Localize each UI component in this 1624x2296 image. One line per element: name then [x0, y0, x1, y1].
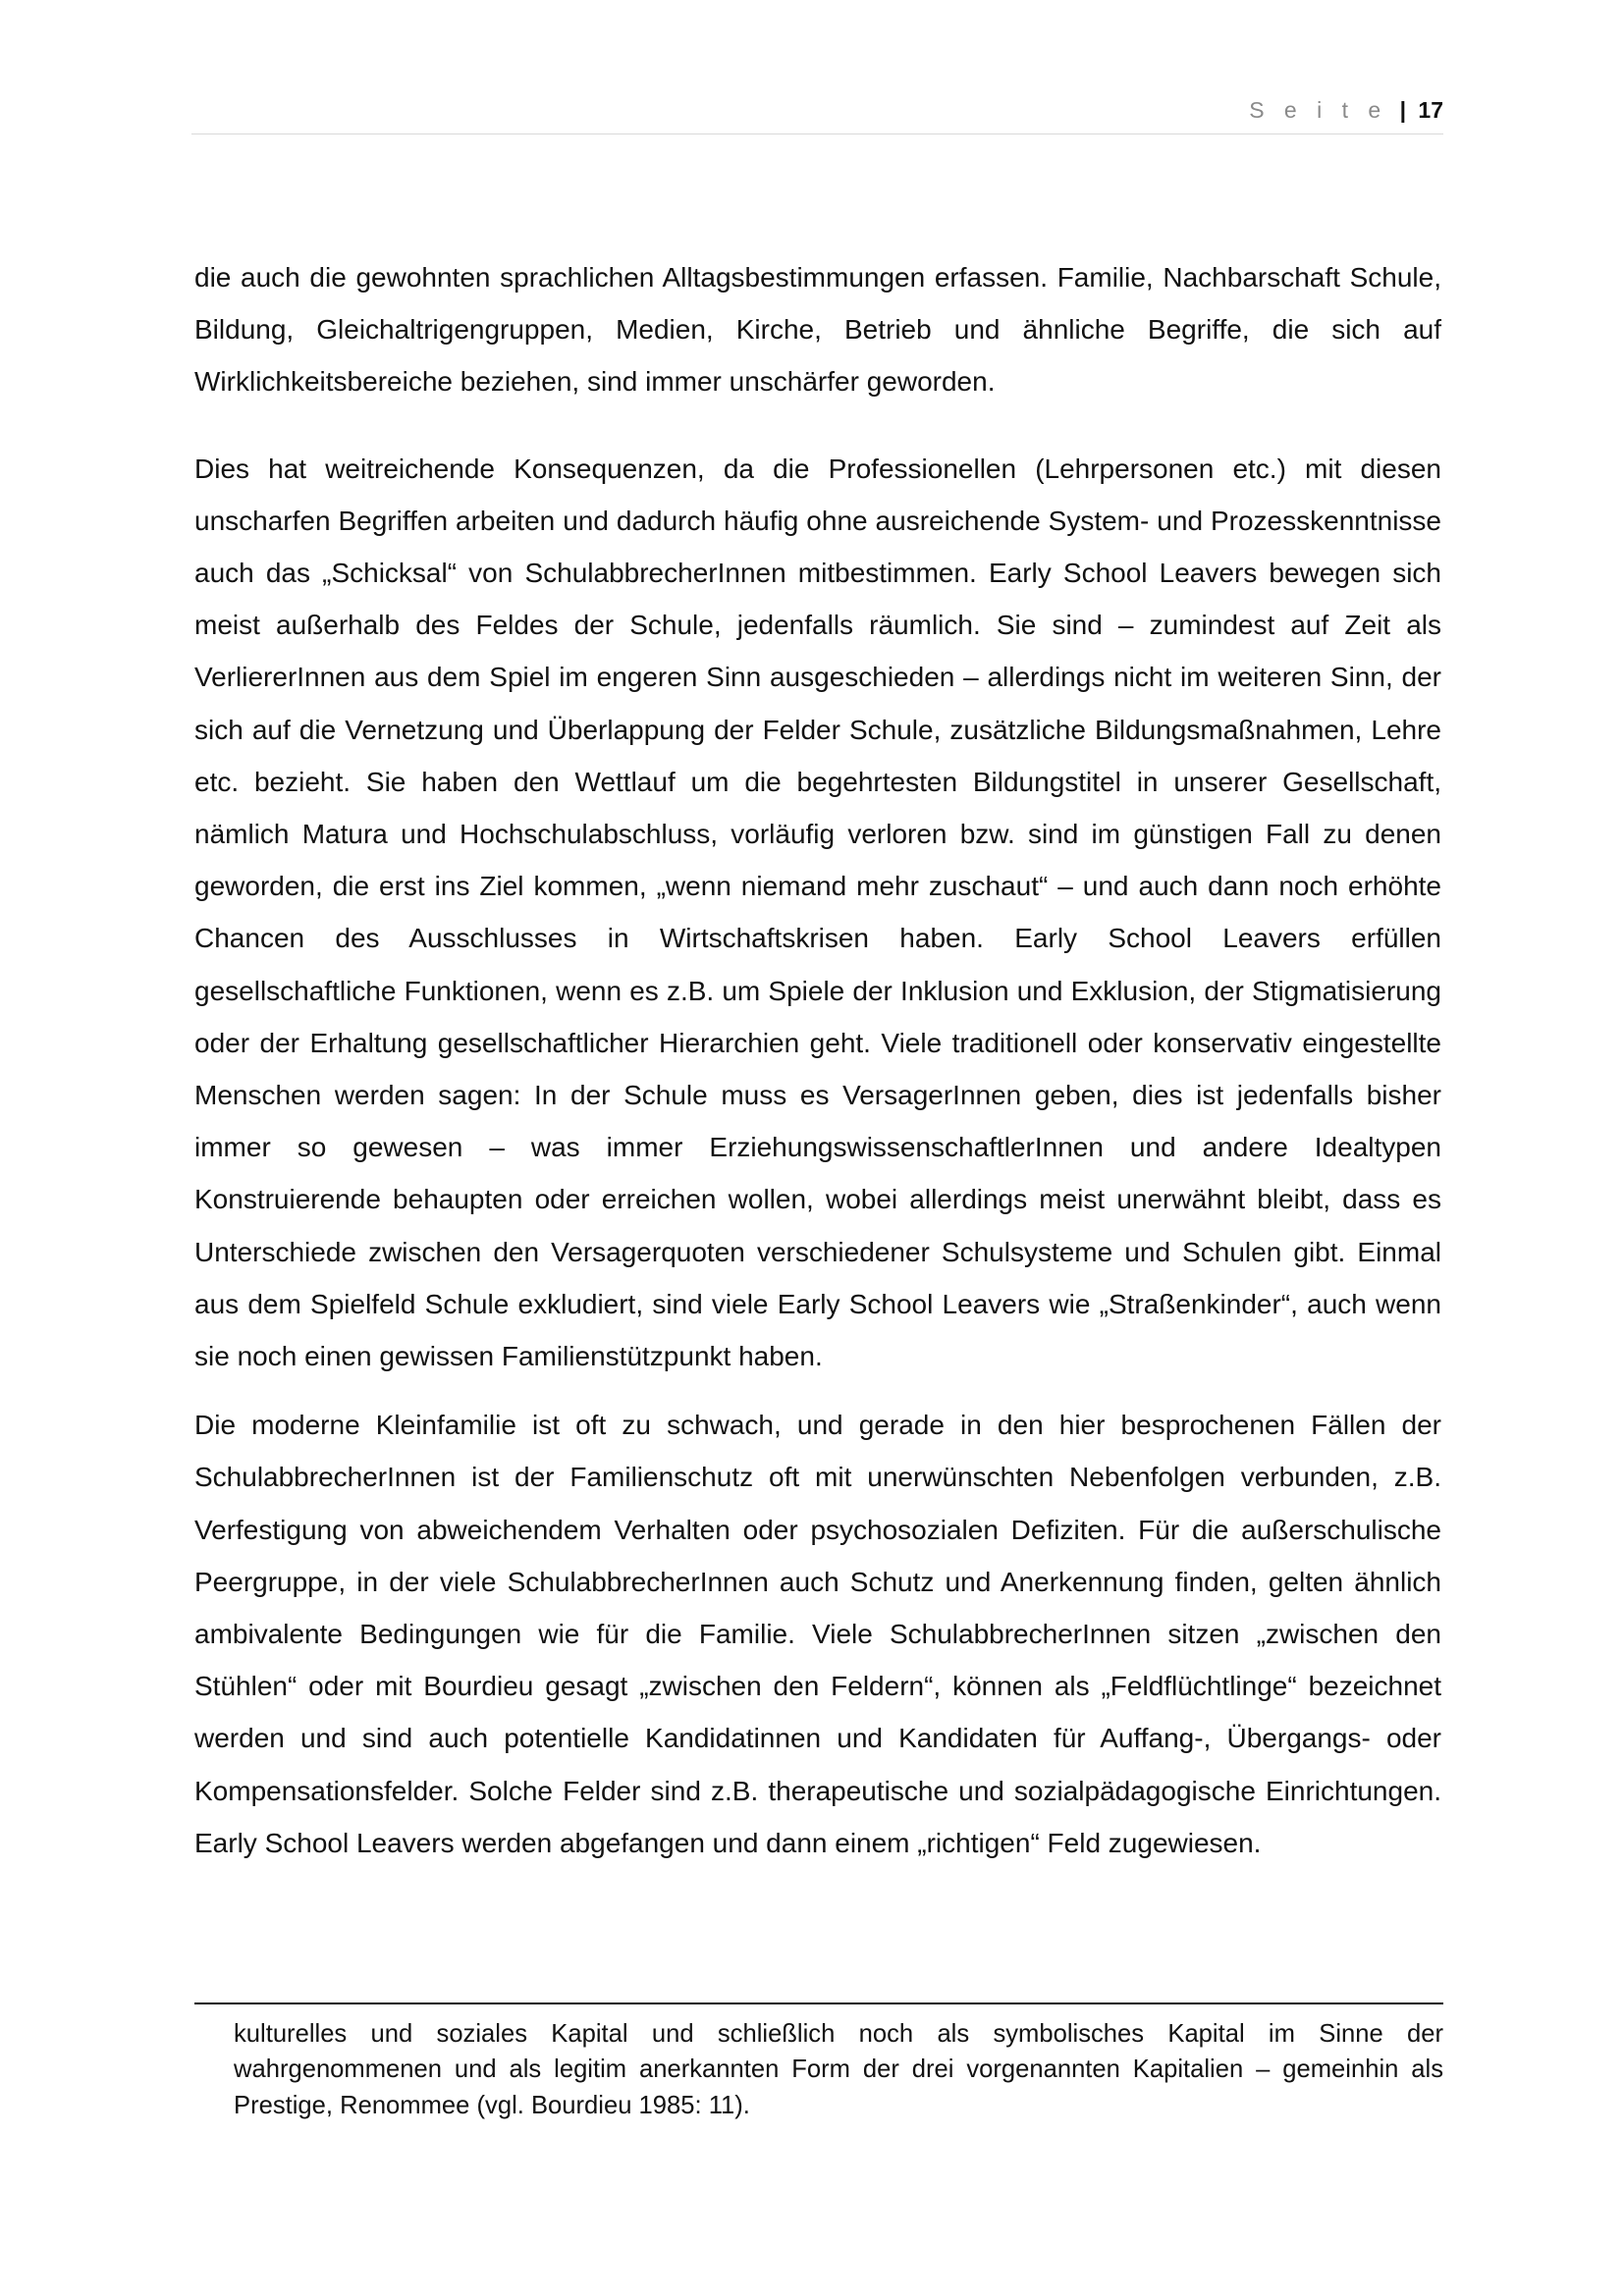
body-text	[194, 251, 1441, 1869]
page-header	[191, 94, 1443, 134]
page-number-label	[1249, 96, 1443, 124]
header-separator: |	[1399, 97, 1407, 123]
paragraph-1: die auch die gewohnten sprachlichen Alltagsbestimmungen erfassen. Familie, Nachbarschaft Schule, Bildung, Gleichaltrigengruppen, Medien, Kirche, Betrieb und ähnliche Begriffe, die sich auf Wirklichkeitsbereiche beziehen, sind immer unschärfer geworden.	[194, 262, 1441, 398]
paragraph-3: Die moderne Kleinfamilie ist oft zu schwach, und gerade in den hier besprochenen Fällen der SchulabbrecherInnen ist der Familienschutz oft mit unerwünschten Nebenfolgen verbunden, z.B. Verfestigung von abweichendem Verhalten oder psychosozialen Defiziten. Für die außerschulische Peergruppe, in der viele SchulabbrecherInnen auch Schutz und Anerkennung finden, gelten ähnlich ambivalente Bedingungen wie für die Familie. Viele SchulabbrecherInnen sitzen „zwischen den Stühlen“ oder mit Bourdieu gesagt „zwischen den Feldern“, können als „Feldflüchtlinge“ bezeichnet werden und sind auch potentielle Kandidatinnen und Kandidaten für Auffang-, Übergangs- oder Kompensationsfelder. Solche Felder sind z.B. therapeutische und sozialpädagogische Einrichtungen. Early School Leavers werden abgefangen und dann einem „richtigen“ Feld zugewiesen.	[194, 1410, 1441, 1858]
header-seite-label: S e i t e	[1249, 97, 1388, 123]
footnote-text: kulturelles und soziales Kapital und schließlich noch als symbolisches Kapital im Sinne der wahrgenommenen und als legitim anerkannten Form der drei vorgenannten Kapitalien – gemeinhin als Prestige, Renommee (vgl. Bourdieu 1985: 11).	[234, 2020, 1443, 2119]
page-number: 17	[1418, 97, 1443, 123]
paragraph-2: Dies hat weitreichende Konsequenzen, da die Professionellen (Lehrpersonen etc.) mit diesen unscharfen Begriffen arbeiten und dadurch häufig ohne ausreichende System- und Prozesskenntnisse auch das „Schicksal“ von SchulabbrecherInnen mitbestimmen. Early School Leavers bewegen sich meist außerhalb des Feldes der Schule, jedenfalls räumlich. Sie sind – zumindest auf Zeit als VerliererInnen aus dem Spiel im engeren Sinn ausgeschieden – allerdings nicht im weiteren Sinn, der sich auf die Vernetzung und Überlappung der Felder Schule, zusätzliche Bildungsmaßnahmen, Lehre etc. bezieht. Sie haben den Wettlauf um die begehrtesten Bildungstitel in unserer Gesellschaft, nämlich Matura und Hochschulabschluss, vorläufig verloren bzw. sind im günstigen Fall zu denen geworden, die erst ins Ziel kommen, „wenn niemand mehr zuschaut“ – und auch dann noch erhöhte Chancen des Ausschlusses in Wirtschaftskrisen haben. Early School Leavers erfüllen gesellschaftliche Funktionen, wenn es z.B. um Spiele der Inklusion und Exklusion, der Stigmatisierung oder der Erhaltung gesellschaftlicher Hierarchien geht. Viele traditionell oder konservativ eingestellte Menschen werden sagen: In der Schule muss es VersagerInnen geben, dies ist jedenfalls bisher immer so gewesen – was immer ErziehungswissenschaftlerInnen und andere Idealtypen Konstruierende behaupten oder erreichen wollen, wobei allerdings meist unerwähnt bleibt, dass es Unterschiede zwischen den Versagerquoten verschiedener Schulsysteme und Schulen gibt. Einmal aus dem Spielfeld Schule exkludiert, sind viele Early School Leavers wie „Straßenkinder“, auch wenn sie noch einen gewissen Familienstützpunkt haben.	[194, 453, 1441, 1372]
footnote-divider	[194, 2002, 1443, 2004]
